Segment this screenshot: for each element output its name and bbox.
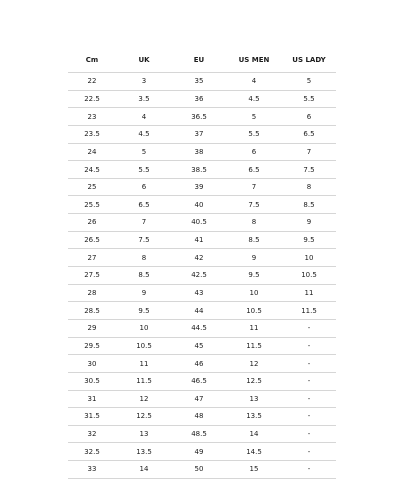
cell-us-lady: - xyxy=(282,355,336,373)
cell-eu: 36.5 xyxy=(172,108,226,126)
cell-uk: 9 xyxy=(116,284,172,302)
table-row xyxy=(68,249,336,267)
table-row xyxy=(68,319,336,337)
cell-us-lady: 11.5 xyxy=(282,302,336,320)
cell-us-lady: - xyxy=(282,461,336,479)
cell-us-lady: 7.5 xyxy=(282,161,336,179)
table-row xyxy=(68,461,336,479)
cell-cm: 25 xyxy=(68,178,116,196)
cell-us-lady: 10 xyxy=(282,249,336,267)
cell-us-men: 12 xyxy=(226,355,282,373)
cell-cm: 26 xyxy=(68,214,116,232)
cell-eu: 41 xyxy=(172,231,226,249)
cell-us-men: 12.5 xyxy=(226,372,282,390)
cell-cm: 29 xyxy=(68,319,116,337)
cell-cm: 32.5 xyxy=(68,443,116,461)
cell-eu: 42.5 xyxy=(172,267,226,285)
cell-eu: 45 xyxy=(172,337,226,355)
header-uk: UK xyxy=(116,47,172,73)
cell-cm: 32 xyxy=(68,425,116,443)
cell-eu: 44 xyxy=(172,302,226,320)
cell-eu: 49 xyxy=(172,443,226,461)
cell-us-lady: 5 xyxy=(282,73,336,91)
table-row xyxy=(68,73,336,91)
table-row xyxy=(68,408,336,426)
cell-us-men: 4.5 xyxy=(226,90,282,108)
cell-cm: 28 xyxy=(68,284,116,302)
table-row xyxy=(68,267,336,285)
table-row xyxy=(68,443,336,461)
cell-cm: 27 xyxy=(68,249,116,267)
header-us-lady: US LADY xyxy=(282,47,336,73)
cell-eu: 40 xyxy=(172,196,226,214)
cell-eu: 50 xyxy=(172,461,226,479)
cell-uk: 5.5 xyxy=(116,161,172,179)
cell-us-lady: 6.5 xyxy=(282,125,336,143)
cell-us-lady: - xyxy=(282,408,336,426)
cell-uk: 10.5 xyxy=(116,337,172,355)
cell-eu: 37 xyxy=(172,125,226,143)
cell-uk: 13 xyxy=(116,425,172,443)
cell-cm: 31.5 xyxy=(68,408,116,426)
cell-cm: 31 xyxy=(68,390,116,408)
table-row xyxy=(68,302,336,320)
cell-us-lady: 9 xyxy=(282,214,336,232)
cell-us-men: 7.5 xyxy=(226,196,282,214)
cell-us-men: 10.5 xyxy=(226,302,282,320)
cell-uk: 4.5 xyxy=(116,125,172,143)
cell-uk: 10 xyxy=(116,319,172,337)
cell-us-men: 7 xyxy=(226,178,282,196)
table-row xyxy=(68,196,336,214)
cell-uk: 9.5 xyxy=(116,302,172,320)
cell-eu: 43 xyxy=(172,284,226,302)
cell-cm: 33 xyxy=(68,461,116,479)
cell-cm: 30 xyxy=(68,355,116,373)
cell-eu: 42 xyxy=(172,249,226,267)
table-row xyxy=(68,108,336,126)
cell-us-men: 8.5 xyxy=(226,231,282,249)
cell-us-men: 4 xyxy=(226,73,282,91)
cell-us-lady: 8 xyxy=(282,178,336,196)
table-row xyxy=(68,355,336,373)
cell-us-men: 13.5 xyxy=(226,408,282,426)
cell-cm: 25.5 xyxy=(68,196,116,214)
table-row xyxy=(68,178,336,196)
cell-eu: 35 xyxy=(172,73,226,91)
cell-us-men: 13 xyxy=(226,390,282,408)
table-row xyxy=(68,390,336,408)
cell-cm: 24.5 xyxy=(68,161,116,179)
cell-eu: 38.5 xyxy=(172,161,226,179)
cell-eu: 48.5 xyxy=(172,425,226,443)
cell-cm: 30.5 xyxy=(68,372,116,390)
table-row xyxy=(68,143,336,161)
cell-eu: 36 xyxy=(172,90,226,108)
cell-cm: 28.5 xyxy=(68,302,116,320)
cell-eu: 44.5 xyxy=(172,319,226,337)
cell-cm: 22.5 xyxy=(68,90,116,108)
header-cm: Cm xyxy=(68,47,116,73)
cell-us-men: 9 xyxy=(226,249,282,267)
cell-us-men: 11 xyxy=(226,319,282,337)
cell-cm: 22 xyxy=(68,73,116,91)
cell-us-men: 6 xyxy=(226,143,282,161)
cell-us-lady: - xyxy=(282,337,336,355)
cell-uk: 7 xyxy=(116,214,172,232)
cell-uk: 7.5 xyxy=(116,231,172,249)
cell-uk: 3.5 xyxy=(116,90,172,108)
cell-us-lady: - xyxy=(282,425,336,443)
cell-cm: 27.5 xyxy=(68,267,116,285)
cell-uk: 6.5 xyxy=(116,196,172,214)
cell-uk: 3 xyxy=(116,73,172,91)
cell-uk: 4 xyxy=(116,108,172,126)
table-row xyxy=(68,231,336,249)
cell-us-lady: 7 xyxy=(282,143,336,161)
cell-cm: 29.5 xyxy=(68,337,116,355)
cell-eu: 46 xyxy=(172,355,226,373)
cell-eu: 48 xyxy=(172,408,226,426)
cell-cm: 23 xyxy=(68,108,116,126)
size-chart-header xyxy=(68,47,336,73)
table-row xyxy=(68,125,336,143)
cell-eu: 46.5 xyxy=(172,372,226,390)
cell-us-lady: 5.5 xyxy=(282,90,336,108)
header-eu: EU xyxy=(172,47,226,73)
cell-eu: 38 xyxy=(172,143,226,161)
cell-uk: 5 xyxy=(116,143,172,161)
cell-us-men: 14.5 xyxy=(226,443,282,461)
table-row xyxy=(68,425,336,443)
cell-cm: 24 xyxy=(68,143,116,161)
cell-us-lady: - xyxy=(282,319,336,337)
cell-us-lady: 11 xyxy=(282,284,336,302)
cell-us-lady: 10.5 xyxy=(282,267,336,285)
cell-eu: 47 xyxy=(172,390,226,408)
cell-eu: 40.5 xyxy=(172,214,226,232)
cell-us-lady: - xyxy=(282,372,336,390)
cell-us-men: 5 xyxy=(226,108,282,126)
shoe-size-chart-table xyxy=(68,47,336,479)
header-row xyxy=(68,47,336,73)
cell-uk: 12 xyxy=(116,390,172,408)
cell-uk: 8.5 xyxy=(116,267,172,285)
cell-us-men: 15 xyxy=(226,461,282,479)
cell-uk: 12.5 xyxy=(116,408,172,426)
cell-uk: 11.5 xyxy=(116,372,172,390)
table-row xyxy=(68,284,336,302)
cell-uk: 13.5 xyxy=(116,443,172,461)
table-row xyxy=(68,214,336,232)
cell-us-lady: 9.5 xyxy=(282,231,336,249)
cell-us-men: 11.5 xyxy=(226,337,282,355)
cell-cm: 23.5 xyxy=(68,125,116,143)
cell-us-men: 9.5 xyxy=(226,267,282,285)
cell-us-men: 6.5 xyxy=(226,161,282,179)
cell-us-lady: 8.5 xyxy=(282,196,336,214)
cell-us-lady: 6 xyxy=(282,108,336,126)
cell-uk: 6 xyxy=(116,178,172,196)
header-us-men: US MEN xyxy=(226,47,282,73)
cell-uk: 8 xyxy=(116,249,172,267)
cell-uk: 11 xyxy=(116,355,172,373)
table-row xyxy=(68,161,336,179)
cell-us-men: 10 xyxy=(226,284,282,302)
cell-us-men: 5.5 xyxy=(226,125,282,143)
cell-us-men: 14 xyxy=(226,425,282,443)
cell-us-men: 8 xyxy=(226,214,282,232)
cell-cm: 26.5 xyxy=(68,231,116,249)
table-row xyxy=(68,90,336,108)
cell-us-lady: - xyxy=(282,443,336,461)
cell-eu: 39 xyxy=(172,178,226,196)
size-chart-body xyxy=(68,73,336,479)
cell-uk: 14 xyxy=(116,461,172,479)
cell-us-lady: - xyxy=(282,390,336,408)
table-row xyxy=(68,337,336,355)
table-row xyxy=(68,372,336,390)
